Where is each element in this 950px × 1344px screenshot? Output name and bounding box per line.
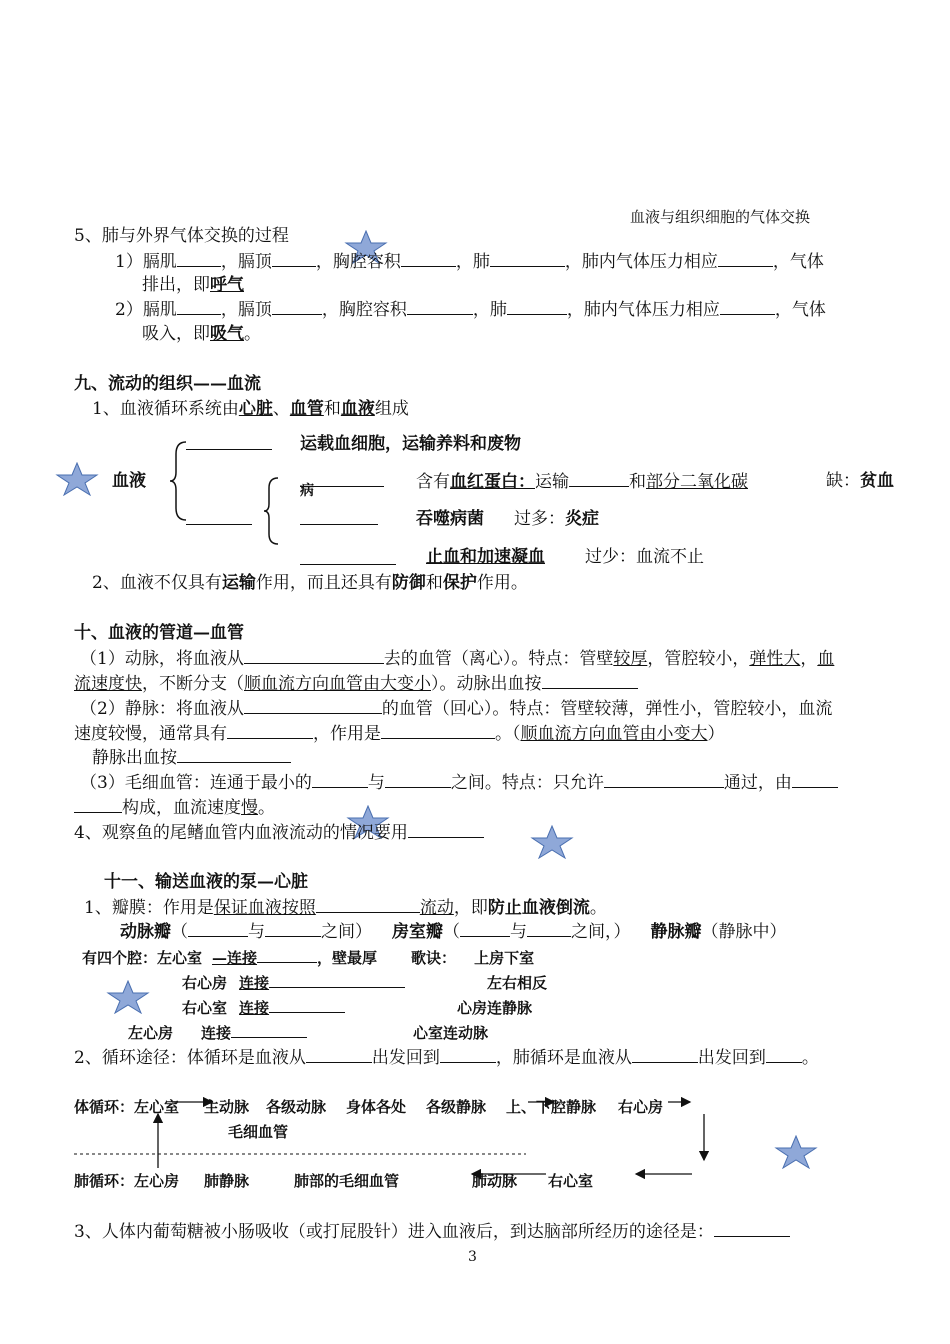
sec10-p4: 4、观察鱼的尾鳍血管内血液流动的情况要用	[74, 821, 484, 844]
chambers-line2: 右心房 连接 左右相反	[182, 971, 547, 994]
rbc-deficiency: 缺：贫血	[826, 471, 894, 491]
rbc-desc: 含有血红蛋白：运输 和部分二氧化碳	[416, 472, 748, 492]
section11-title: 十一、输送血液的泵—心脏	[104, 872, 308, 892]
systemic-aorta: 主动脉	[204, 1098, 250, 1116]
systemic-right-atrium: 右心房	[618, 1098, 664, 1116]
sec5-line2b: 吸入，即吸气。	[142, 324, 261, 344]
sec5-line1b: 排出，即呼气	[142, 275, 244, 295]
systemic-body: 身体各处	[346, 1098, 407, 1116]
sec5-line1: 1）膈肌 ，膈顶 ，胸腔容积 ，肺 ，肺内气体压力相应 ，气体	[115, 252, 824, 272]
capillary-line2: 构成，血流速度慢。	[74, 796, 275, 819]
artery-line2: 流速度快，不断分支（顺血流方向血管由大变小）。动脉出血按	[74, 672, 638, 695]
glucose-question: 3、人体内葡萄糖被小肠吸收（或打屁股针）进入血液后，到达脑部所经历的途径是：	[74, 1220, 790, 1243]
sec5-line2: 2）膈肌 ，膈顶 ，胸腔容积 ，肺 ，肺内气体压力相应 ，气体	[115, 300, 826, 320]
pulmonary-label: 肺循环：左心房	[74, 1172, 180, 1190]
header-title: 血液与组织细胞的气体交换	[630, 208, 811, 226]
artery-line1: （1）动脉，将血液从 去的血管（离心）。特点：管壁较厚，管腔较小，弹性大，血	[80, 649, 835, 669]
vein-line2: 速度较慢，通常具有 ，作用是 。（顺血流方向血管由小变大）	[74, 724, 725, 744]
blood-label: 血液	[112, 471, 146, 491]
section5-title: 5、肺与外界气体交换的过程	[74, 226, 289, 246]
valve-types: 动脉瓣（ 与 之间） 房室瓣（ 与 之间，） 静脉瓣（静脉中）	[120, 922, 787, 942]
plasma-function: 运载血细胞，运输养料和废物	[300, 434, 521, 454]
pulmonary-artery: 肺动脉	[472, 1172, 518, 1190]
pulmonary-veins: 肺静脉	[204, 1172, 250, 1190]
chambers-line4: 左心房 连接 心室连动脉	[128, 1021, 488, 1044]
vein-line1: （2）静脉：将血液从 的血管（回心）。特点：管壁较薄，弹性小，管腔较小，血流	[80, 699, 833, 719]
chambers-line3: 右心室 连接 心房连静脉	[182, 996, 532, 1019]
systemic-arteries: 各级动脉	[266, 1098, 327, 1116]
systemic-vena-cava: 上、下腔静脉	[506, 1098, 597, 1116]
capillary-label: 毛细血管	[228, 1123, 289, 1141]
pulmonary-right-ventricle: 右心室	[548, 1172, 594, 1190]
vein-line3: 静脉出血按	[92, 746, 291, 769]
platelet-desc: 止血和加速凝血 过少：血流不止	[426, 547, 704, 567]
section9-title: 九、流动的组织——血流	[74, 374, 261, 394]
sec9-p1: 1、血液循环系统由心脏、血管和血液组成	[92, 399, 409, 419]
section10-title: 十、血液的管道—血管	[74, 623, 244, 643]
systemic-veins: 各级静脉	[426, 1098, 487, 1116]
rbc-fragment: 病	[300, 483, 314, 499]
pulmonary-capillaries: 肺部的毛细血管	[294, 1172, 400, 1190]
valve-line: 1、瓣膜：作用是保证血液按照 流动，即防止血液倒流。	[84, 898, 607, 918]
wbc-desc: 吞噬病菌 过多：炎症	[416, 509, 599, 529]
chambers-line1: 有四个腔：左心室 —连接 ，壁最厚 歌诀： 上房下室	[82, 946, 534, 969]
circulation-line: 2、循环途径：体循环是血液从 出发回到 ，肺循环是血液从 出发回到 。	[74, 1048, 819, 1068]
sec9-p2: 2、血液不仅具有运输作用，而且还具有防御和保护作用。	[92, 573, 528, 593]
systemic-label: 体循环：左心室	[74, 1098, 180, 1116]
page-number: 3	[468, 1249, 477, 1265]
capillary-line1: （3）毛细血管：连通于最小的 与 之间。特点：只允许 通过，由	[80, 771, 838, 794]
